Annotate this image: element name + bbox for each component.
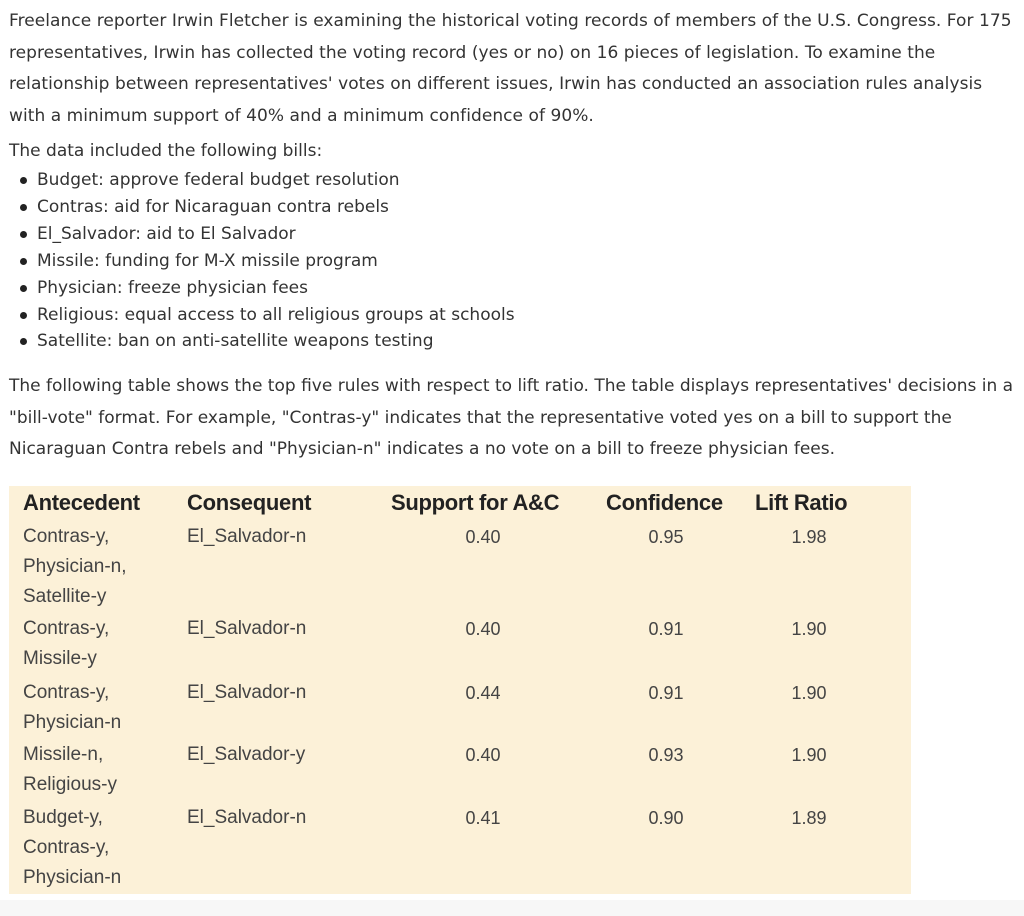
antecedent-line: Missile-y <box>23 648 97 669</box>
table-row-2-antecedent <box>23 614 109 674</box>
antecedent-line: Satellite-y <box>23 586 107 607</box>
header-lift: Lift Ratio <box>755 490 848 515</box>
bottom-strip <box>0 900 1024 916</box>
table-row-2-consequent: El_Salvador-n <box>187 618 307 639</box>
table-row-5-support: 0.41 <box>465 808 501 828</box>
list-item: El_Salvador: aid to El Salvador <box>37 221 1021 248</box>
table-row-4-antecedent <box>23 740 117 800</box>
table-row-3-support: 0.44 <box>465 683 501 703</box>
antecedent-line: Physician-n <box>23 867 122 888</box>
bills-list <box>9 167 1021 355</box>
antecedent-line: Contras-y, <box>23 526 110 547</box>
antecedent-line: Physician-n, <box>23 556 127 577</box>
table-row-4-lift: 1.90 <box>791 745 827 765</box>
table-row-1-antecedent <box>23 522 127 612</box>
table-row-3-antecedent <box>23 678 121 738</box>
table-row-4-support: 0.40 <box>465 745 501 765</box>
bills-intro: The data included the following bills: <box>9 141 323 161</box>
antecedent-line: Missile-n, <box>23 744 104 765</box>
table-intro: The following table shows the top five rules with respect to lift ratio. The table displays representatives' decisions in a "bill-vote" format. For example, "Contras-y" indicates that the representative voted yes on a bill to support the Nicaraguan Contra rebels and "Physician-n" indicates a no vote on a bill to freeze physician fees. <box>9 376 1014 460</box>
table-row-2-support: 0.40 <box>465 619 501 639</box>
header-antecedent: Antecedent <box>23 490 140 515</box>
document-body <box>9 6 1021 466</box>
table-row-3-confidence: 0.91 <box>648 683 684 703</box>
table-row-4-confidence: 0.93 <box>648 745 684 765</box>
table-row-5-consequent: El_Salvador-n <box>187 807 307 828</box>
table-row-5-antecedent <box>23 803 121 893</box>
antecedent-line: Contras-y, <box>23 837 110 858</box>
antecedent-line: Budget-y, <box>23 807 103 828</box>
list-item: Satellite: ban on anti-satellite weapons testing <box>37 328 1021 355</box>
header-confidence: Confidence <box>606 490 723 515</box>
antecedent-line: Contras-y, <box>23 682 110 703</box>
header-support: Support for A&C <box>391 490 560 515</box>
list-item: Contras: aid for Nicaraguan contra rebels <box>37 194 1021 221</box>
table-row-1-lift: 1.98 <box>791 527 827 547</box>
antecedent-line: Religious-y <box>23 774 117 795</box>
table-row-3-consequent: El_Salvador-n <box>187 682 307 703</box>
table-row-2-confidence: 0.91 <box>648 619 684 639</box>
rules-table <box>9 486 911 894</box>
table-row-2-lift: 1.90 <box>791 619 827 639</box>
list-item: Missile: funding for M-X missile program <box>37 248 1021 275</box>
list-item: Budget: approve federal budget resolution <box>37 167 1021 194</box>
table-row-1-support: 0.40 <box>465 527 501 547</box>
intro-text: Freelance reporter Irwin Fletcher is examining the historical voting records of members of the U.S. Congress. For 175 representatives, Irwin has collected the voting record (yes or no) on 16 pieces of legislation. To examine the relationship between representatives' votes on different issues, Irwin has conducted an association rules analysis with a minimum support of 40% and a minimum confidence of 90%. <box>9 11 1012 126</box>
list-item: Religious: equal access to all religious groups at schools <box>37 302 1021 329</box>
list-item: Physician: freeze physician fees <box>37 275 1021 302</box>
table-row-4-consequent: El_Salvador-y <box>187 744 306 765</box>
table-row-1-confidence: 0.95 <box>648 527 684 547</box>
intro-paragraph <box>9 6 1021 132</box>
header-consequent: Consequent <box>187 490 312 515</box>
table-row-1-consequent: El_Salvador-n <box>187 526 307 547</box>
antecedent-line: Physician-n <box>23 712 122 733</box>
table-row-5-lift: 1.89 <box>791 808 827 828</box>
antecedent-line: Contras-y, <box>23 618 110 639</box>
table-row-3-lift: 1.90 <box>791 683 827 703</box>
table-row-5-confidence: 0.90 <box>648 808 684 828</box>
